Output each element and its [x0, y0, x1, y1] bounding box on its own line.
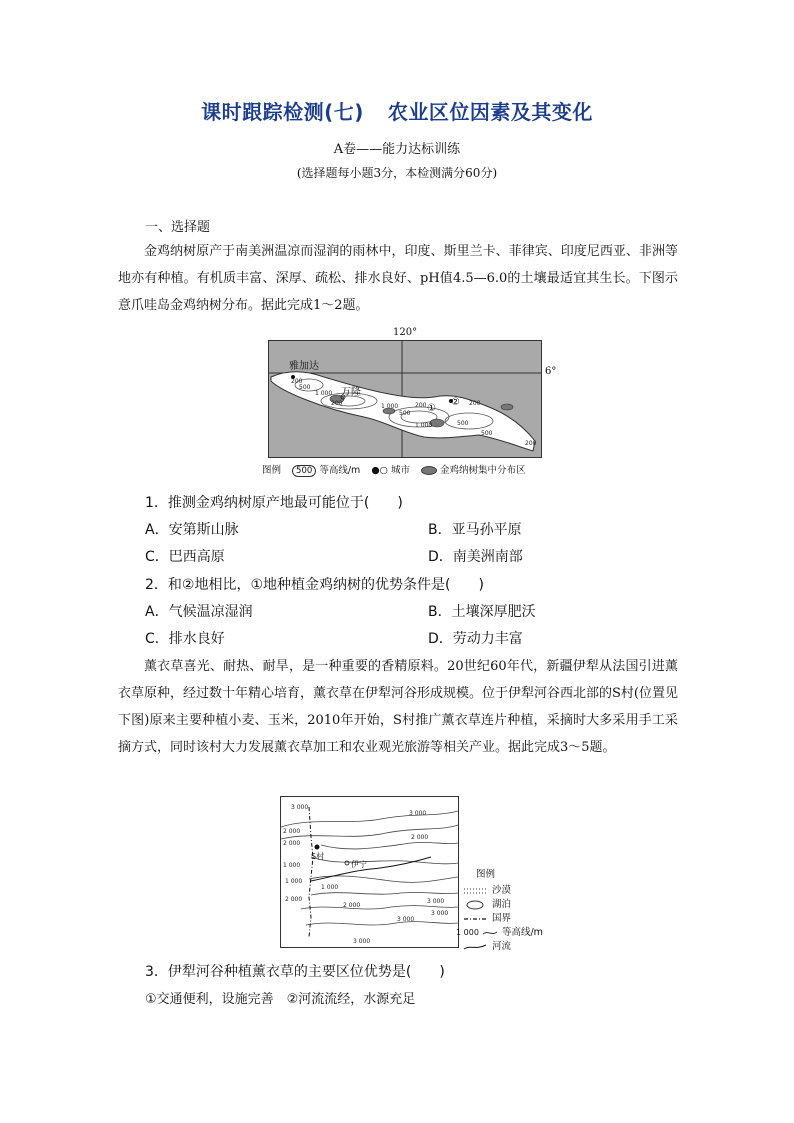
contour-line — [301, 906, 458, 909]
village-s-dot — [315, 845, 320, 850]
legend-border-text: 国界 — [492, 913, 512, 924]
contour-label: 200 — [415, 402, 427, 409]
question-2-option-c[interactable]: C．排水良好 — [145, 631, 225, 647]
question-3-stem: 3．伊犁河谷种植薰衣草的主要区位优势是( ) — [145, 964, 445, 980]
contour-label: 3 000 — [427, 898, 445, 905]
contour-label: 500 — [481, 430, 493, 437]
border-icon — [462, 914, 488, 924]
subtitle: A卷——能力达标训练 — [333, 142, 461, 157]
legend-area-text: 金鸡纳树集中分布区 — [440, 465, 526, 476]
question-2-stem: 2．和②地相比，①地种植金鸡纳树的优势条件是( ) — [145, 577, 484, 593]
label-village-s: S村 — [311, 852, 325, 861]
passage-cinchona: 金鸡纳树原产于南美洲温凉而湿润的雨林中，印度、斯里兰卡、菲律宾、印度尼西亚、非洲等地亦有种植。有机质丰富、深厚、疏松、排水良好、pH值4.5—6.0的土壤最适宜其生长。下图示意爪哇岛金鸡纳树分布。据此完成1～2题。 — [118, 244, 678, 313]
question-3-items: ①交通便利，设施完善 ②河流流经，水源充足 — [145, 992, 416, 1007]
map1-longitude-label: 120° — [393, 327, 418, 338]
label-yining: 伊宁 — [351, 860, 367, 869]
contour-label: 1 000 — [315, 390, 333, 397]
contour-label: 2 000 — [283, 828, 301, 835]
question-1-option-d[interactable]: D．南美洲南部 — [428, 549, 523, 565]
legend-contour — [292, 465, 363, 476]
legend-river-text: 河流 — [492, 941, 512, 952]
marker-2: ② — [451, 397, 460, 408]
contour-label: 500 — [457, 420, 469, 427]
legend-contour-text: 等高线/m — [501, 927, 543, 938]
area-symbol-icon — [421, 466, 437, 475]
contour-label: 1 000 — [285, 878, 303, 885]
legend-city-text: 城市 — [390, 465, 410, 476]
contour-label: 500 — [299, 384, 311, 391]
contour-label: 2 000 — [283, 840, 301, 847]
contour-line — [321, 842, 458, 849]
legend-desert — [462, 882, 511, 894]
contour-line — [281, 811, 458, 827]
question-2-option-a[interactable]: A．气候温凉湿润 — [145, 604, 253, 620]
legend-river — [462, 938, 511, 950]
label-bandung: 万隆 — [341, 387, 361, 398]
question-2-option-d[interactable]: D．劳动力丰富 — [428, 631, 523, 647]
contour-label: 3 000 — [353, 938, 371, 945]
legend-lake — [462, 896, 511, 908]
contour-label: 200 — [469, 400, 481, 407]
legend2-title: 图例 — [476, 869, 496, 880]
contour-line — [311, 892, 458, 895]
map1-latitude-label: 6° — [545, 366, 557, 377]
contour-label: 200 — [525, 440, 537, 447]
desert-icon — [462, 886, 488, 896]
marker-1: ① — [427, 403, 436, 414]
label-jakarta: 雅加达 — [289, 361, 319, 372]
legend-prefix: 图例 — [262, 465, 282, 476]
city-symbol-icon: ●○ — [371, 465, 388, 476]
contour-label: 200 — [291, 378, 303, 385]
contour-label: 2 000 — [411, 834, 429, 841]
city-yining-dot — [345, 861, 349, 865]
contour-label: 1 000 — [381, 403, 399, 410]
ili-map-svg — [281, 797, 458, 947]
page-title — [0, 96, 794, 125]
ili-river — [311, 857, 431, 881]
passage-lavender: 薰衣草喜光、耐热、耐旱，是一种重要的香精原料。20世纪60年代，新疆伊犁从法国引进薰衣草原种，经过数十年精心培育，薰衣草在伊犁河谷形成规模。位于伊犁河谷西北部的S村(位置见下图)原来主要种植小麦、玉米，2010年开始，S村推广薰衣草连片种植，采摘时大多采用手工采摘方式，同时该村大力发展薰衣草加工和农业观光旅游等相关产业。据此完成3～5题。 — [118, 659, 678, 755]
contour-icon — [482, 928, 498, 938]
legend-city — [371, 465, 413, 476]
legend-area — [421, 465, 526, 476]
question-1-option-b[interactable]: B．亚马孙平原 — [428, 522, 522, 538]
score-note: (选择题每小题3分，本检测满分60分) — [296, 166, 498, 180]
contour-label: 2 000 — [285, 896, 303, 903]
contour-label: 1 000 — [283, 862, 301, 869]
lake-icon — [462, 900, 488, 910]
contour-line — [311, 857, 458, 864]
java-map — [268, 340, 542, 458]
contour-label: 200 — [331, 400, 343, 407]
legend-contour-value: 500 — [292, 465, 316, 477]
title-topic: 农业区位因素及其变化 — [387, 100, 593, 124]
question-2-option-b[interactable]: B．土壤深厚肥沃 — [428, 604, 536, 620]
contour-label: 3 000 — [397, 916, 415, 923]
legend-desert-text: 沙漠 — [492, 885, 512, 896]
question-1-option-c[interactable]: C．巴西高原 — [145, 549, 225, 565]
java-map-legend — [262, 462, 534, 477]
contour-label: 2 000 — [343, 902, 361, 909]
river-icon — [462, 942, 488, 952]
national-border — [309, 807, 313, 937]
cinchona-area — [501, 404, 513, 410]
legend-contour-text: 等高线/m — [319, 465, 361, 476]
contour-line — [306, 922, 458, 925]
legend-lake-text: 湖泊 — [492, 899, 512, 910]
contour-line — [281, 825, 458, 839]
section-heading: 一、选择题 — [145, 220, 211, 235]
java-map-svg — [269, 341, 541, 457]
question-1-option-a[interactable]: A．安第斯山脉 — [145, 522, 239, 538]
contour-label: 3 000 — [291, 804, 309, 811]
legend-border — [462, 910, 511, 922]
legend-contour-line — [456, 924, 543, 936]
title-main: 课时跟踪检测(七) — [201, 100, 364, 124]
legend-contour-value: 1 000 — [456, 928, 479, 937]
contour-label: 1 000 — [415, 422, 433, 429]
ili-valley-map — [280, 796, 459, 948]
contour-label: 3 000 — [409, 810, 427, 817]
question-1-stem: 1．推测金鸡纳树原产地最可能位于( ) — [145, 495, 403, 511]
contour-label: 500 — [399, 410, 411, 417]
contour-label: 3 000 — [431, 910, 449, 917]
contour-label: 1 000 — [321, 884, 339, 891]
